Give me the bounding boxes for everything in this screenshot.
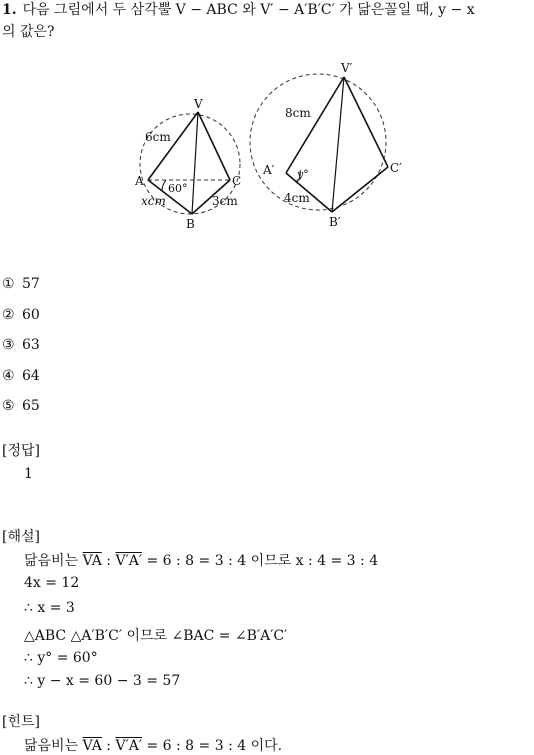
left-label-V: V [194, 97, 203, 111]
choice-2[interactable] [2, 307, 40, 323]
choice-1-mark: ① [2, 276, 15, 292]
explanation-line-1 [24, 550, 378, 570]
left-angle-arc [162, 180, 166, 191]
hint-line-1 [24, 735, 282, 755]
right-pyramid [250, 61, 402, 229]
hint-heading: [힌트] [2, 714, 40, 730]
explanation-line-2: 4x = 12 [24, 575, 80, 591]
explanation-line-5: ∴ y° = 60° [24, 650, 98, 666]
explanation-line-6: ∴ y − x = 60 − 3 = 57 [24, 673, 181, 689]
right-edge-VC [344, 77, 388, 167]
right-label-A: A′ [263, 163, 275, 177]
hint-line-1-pre: 닮음비는 [24, 738, 83, 754]
right-edge-BC [332, 167, 388, 212]
left-pyramid [134, 97, 241, 231]
choice-3-mark: ③ [2, 337, 15, 353]
choice-4[interactable] [2, 368, 40, 384]
left-edge-VC [198, 112, 230, 180]
choice-5-mark: ⑤ [2, 398, 15, 414]
choice-5[interactable] [2, 398, 40, 414]
question-line-1 [2, 0, 475, 20]
choice-3[interactable] [2, 337, 40, 353]
choice-4-mark: ④ [2, 368, 15, 384]
choice-5-value: 65 [22, 398, 40, 414]
right-dashed-circle [250, 74, 386, 210]
question-text: 다음 그림에서 두 삼각뿔 V − ABC 와 V′ − A′B′C′ 가 닮은꼴일 때, y − x [22, 2, 475, 18]
left-edge-VB [192, 112, 198, 214]
explanation-line-4: △ABC △A′B′C′ 이므로 ∠BAC = ∠B′A′C′ [24, 628, 288, 644]
right-label-B: B′ [329, 215, 341, 229]
segment-VA: $\overline{VA}$ [82, 553, 102, 569]
left-label-C: C [232, 174, 242, 188]
left-side-AB-label: xcm [141, 194, 166, 208]
choice-1-value: 57 [22, 276, 40, 292]
hint-line-1-post: = 6 : 8 = 3 : 4 이다. [142, 738, 283, 754]
hint-line-1-colon: : [101, 738, 116, 754]
hint-segment-VpAp: V′A′ [115, 738, 143, 754]
segment-VpAp: V′A′ [115, 553, 143, 569]
choice-2-value: 60 [22, 307, 40, 323]
right-side-VA-label: 8cm [285, 106, 311, 120]
explanation-line-1-pre: 닮음비는 [24, 553, 83, 569]
choice-4-value: 64 [22, 368, 40, 384]
choice-3-value: 63 [22, 337, 40, 353]
choice-1[interactable] [2, 276, 40, 292]
explanation-line-1-colon: : [101, 553, 116, 569]
answer-value: 1 [24, 466, 33, 482]
right-edge-VA [286, 77, 344, 173]
question-number: 1. [2, 2, 17, 18]
left-label-B: B [186, 217, 195, 231]
right-side-AB-label: 4cm [284, 191, 310, 205]
explanation-line-3: ∴ x = 3 [24, 600, 75, 616]
right-label-C: C′ [390, 161, 402, 175]
choice-2-mark: ② [2, 307, 15, 323]
left-edge-VA [148, 112, 198, 180]
hint-segment-VA: $\overline{VA}$ [82, 738, 102, 754]
left-label-A: A [135, 174, 144, 188]
right-label-V: V′ [341, 61, 353, 75]
right-angle-label: y° [297, 168, 309, 181]
explanation-line-1-post: = 6 : 8 = 3 : 4 이므로 x : 4 = 3 : 4 [142, 553, 379, 569]
explanation-heading: [해설] [2, 529, 40, 545]
left-angle-label: 60° [168, 182, 188, 195]
question-line-2: 의 값은? [2, 24, 55, 40]
left-side-VA-label: 6cm [145, 130, 171, 144]
right-edge-VB [332, 77, 344, 212]
answer-heading: [정답] [2, 443, 40, 459]
left-side-BC-label: 3cm [212, 194, 238, 208]
pyramids-figure [0, 55, 534, 240]
